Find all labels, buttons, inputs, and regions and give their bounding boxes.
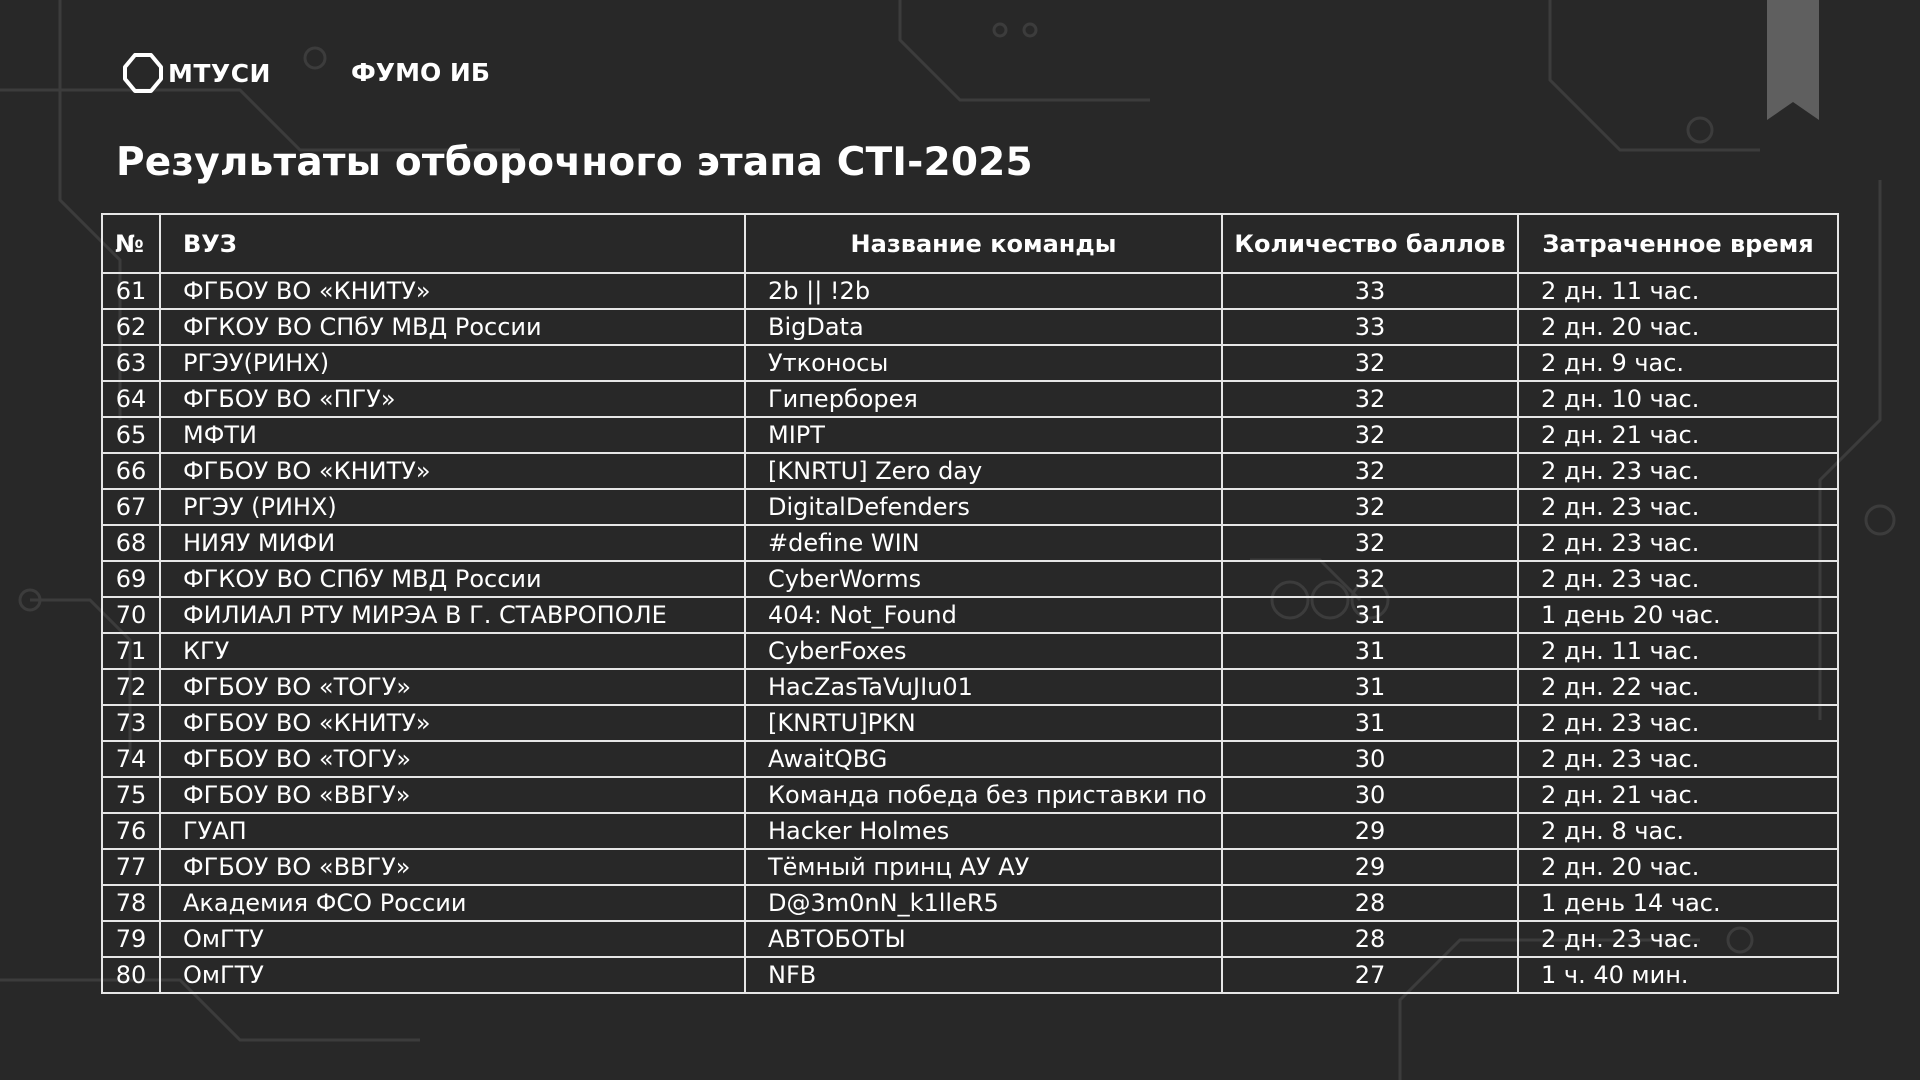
cell-score: 33 [1222,273,1518,309]
cell-number: 76 [102,813,160,849]
cell-score: 29 [1222,849,1518,885]
cell-number: 63 [102,345,160,381]
cell-score: 27 [1222,957,1518,993]
cell-time: 2 дн. 10 час. [1518,381,1838,417]
cell-university: Академия ФСО России [160,885,745,921]
table-row [102,489,1838,525]
cell-score: 32 [1222,525,1518,561]
mtuci-logo [122,52,271,94]
cell-number: 80 [102,957,160,993]
cell-score: 30 [1222,777,1518,813]
cell-score: 31 [1222,705,1518,741]
table-row [102,561,1838,597]
cell-number: 70 [102,597,160,633]
cell-team: Тёмный принц АУ АУ [745,849,1222,885]
cell-time: 2 дн. 8 час. [1518,813,1838,849]
table-row [102,777,1838,813]
table-row [102,957,1838,993]
table-row [102,345,1838,381]
logo-text: МТУСИ [168,58,271,88]
cell-time: 2 дн. 11 час. [1518,273,1838,309]
cell-score: 32 [1222,561,1518,597]
cell-number: 77 [102,849,160,885]
cell-team: 404: Not_Found [745,597,1222,633]
cell-team: DigitalDefenders [745,489,1222,525]
cell-time: 2 дн. 21 час. [1518,777,1838,813]
cell-time: 2 дн. 23 час. [1518,705,1838,741]
cell-score: 33 [1222,309,1518,345]
cell-university: МФТИ [160,417,745,453]
cell-team: HacZasTaVuJIu01 [745,669,1222,705]
cell-score: 32 [1222,489,1518,525]
cell-time: 2 дн. 20 час. [1518,849,1838,885]
cell-number: 79 [102,921,160,957]
cell-team: #define WIN [745,525,1222,561]
cell-team: AwaitQBG [745,741,1222,777]
cell-team: Hacker Holmes [745,813,1222,849]
cell-number: 73 [102,705,160,741]
cell-team: BigData [745,309,1222,345]
cell-score: 29 [1222,813,1518,849]
cell-number: 62 [102,309,160,345]
cell-university: ФГБОУ ВО «ТОГУ» [160,741,745,777]
cell-number: 68 [102,525,160,561]
cell-team: Утконосы [745,345,1222,381]
cell-time: 2 дн. 23 час. [1518,921,1838,957]
cell-time: 1 день 14 час. [1518,885,1838,921]
cell-university: ФГБОУ ВО «КНИТУ» [160,705,745,741]
bookmark-ribbon-icon [1767,0,1819,120]
cell-team: АВТОБОТЫ [745,921,1222,957]
cell-team: MIPT [745,417,1222,453]
cell-number: 65 [102,417,160,453]
cell-university: РГЭУ (РИНХ) [160,489,745,525]
cell-university: ФГБОУ ВО «КНИТУ» [160,453,745,489]
cell-university: ФГБОУ ВО «ВВГУ» [160,777,745,813]
cell-university: ФГКОУ ВО СПбУ МВД России [160,309,745,345]
cell-score: 32 [1222,345,1518,381]
table-header-row [102,214,1838,273]
cell-university: ОмГТУ [160,921,745,957]
cell-score: 32 [1222,453,1518,489]
cell-number: 64 [102,381,160,417]
cell-time: 1 ч. 40 мин. [1518,957,1838,993]
cell-university: ОмГТУ [160,957,745,993]
cell-time: 1 день 20 час. [1518,597,1838,633]
table-row [102,921,1838,957]
cell-score: 31 [1222,669,1518,705]
cell-team: NFB [745,957,1222,993]
cell-team: [KNRTU] Zero day [745,453,1222,489]
cell-score: 32 [1222,381,1518,417]
cell-university: ФГБОУ ВО «ТОГУ» [160,669,745,705]
cell-score: 31 [1222,597,1518,633]
hexagon-logo-icon [122,52,164,94]
cell-team: 2b || !2b [745,273,1222,309]
table-row [102,849,1838,885]
cell-time: 2 дн. 23 час. [1518,525,1838,561]
cell-number: 74 [102,741,160,777]
table-row [102,453,1838,489]
results-table [101,213,1839,994]
cell-university: ГУАП [160,813,745,849]
header-number: № [102,214,160,273]
cell-number: 78 [102,885,160,921]
table-row [102,273,1838,309]
cell-time: 2 дн. 23 час. [1518,741,1838,777]
cell-number: 71 [102,633,160,669]
cell-number: 67 [102,489,160,525]
cell-university: РГЭУ(РИНХ) [160,345,745,381]
cell-university: НИЯУ МИФИ [160,525,745,561]
cell-time: 2 дн. 9 час. [1518,345,1838,381]
table-row [102,525,1838,561]
cell-team: CyberWorms [745,561,1222,597]
cell-team: Команда победа без приставки по [745,777,1222,813]
cell-team: Гиперборея [745,381,1222,417]
cell-number: 66 [102,453,160,489]
cell-time: 2 дн. 23 час. [1518,489,1838,525]
partner-logo-text: ФУМО ИБ [351,58,490,87]
cell-time: 2 дн. 22 час. [1518,669,1838,705]
table-row [102,381,1838,417]
cell-university: ФИЛИАЛ РТУ МИРЭА В Г. СТАВРОПОЛЕ [160,597,745,633]
table-row [102,309,1838,345]
cell-university: ФГБОУ ВО «КНИТУ» [160,273,745,309]
cell-score: 31 [1222,633,1518,669]
table-row [102,633,1838,669]
cell-team: [KNRTU]PKN [745,705,1222,741]
cell-university: КГУ [160,633,745,669]
cell-score: 28 [1222,885,1518,921]
table-row [102,705,1838,741]
table-row [102,597,1838,633]
cell-time: 2 дн. 23 час. [1518,453,1838,489]
cell-number: 69 [102,561,160,597]
page-title: Результаты отборочного этапа CTI-2025 [116,140,1033,185]
cell-university: ФГБОУ ВО «ВВГУ» [160,849,745,885]
table-row [102,669,1838,705]
cell-number: 75 [102,777,160,813]
header-time: Затраченное время [1518,214,1838,273]
cell-university: ФГБОУ ВО «ПГУ» [160,381,745,417]
cell-number: 72 [102,669,160,705]
cell-time: 2 дн. 20 час. [1518,309,1838,345]
cell-number: 61 [102,273,160,309]
header-university: ВУЗ [160,214,745,273]
cell-score: 32 [1222,417,1518,453]
table-body [102,273,1838,993]
cell-team: CyberFoxes [745,633,1222,669]
table-row [102,885,1838,921]
header-score: Количество баллов [1222,214,1518,273]
table-row [102,813,1838,849]
cell-score: 28 [1222,921,1518,957]
table-row [102,741,1838,777]
header-team: Название команды [745,214,1222,273]
cell-time: 2 дн. 21 час. [1518,417,1838,453]
cell-time: 2 дн. 23 час. [1518,561,1838,597]
cell-university: ФГКОУ ВО СПбУ МВД России [160,561,745,597]
cell-team: D@3m0nN_k1lleR5 [745,885,1222,921]
cell-score: 30 [1222,741,1518,777]
table-row [102,417,1838,453]
cell-time: 2 дн. 11 час. [1518,633,1838,669]
